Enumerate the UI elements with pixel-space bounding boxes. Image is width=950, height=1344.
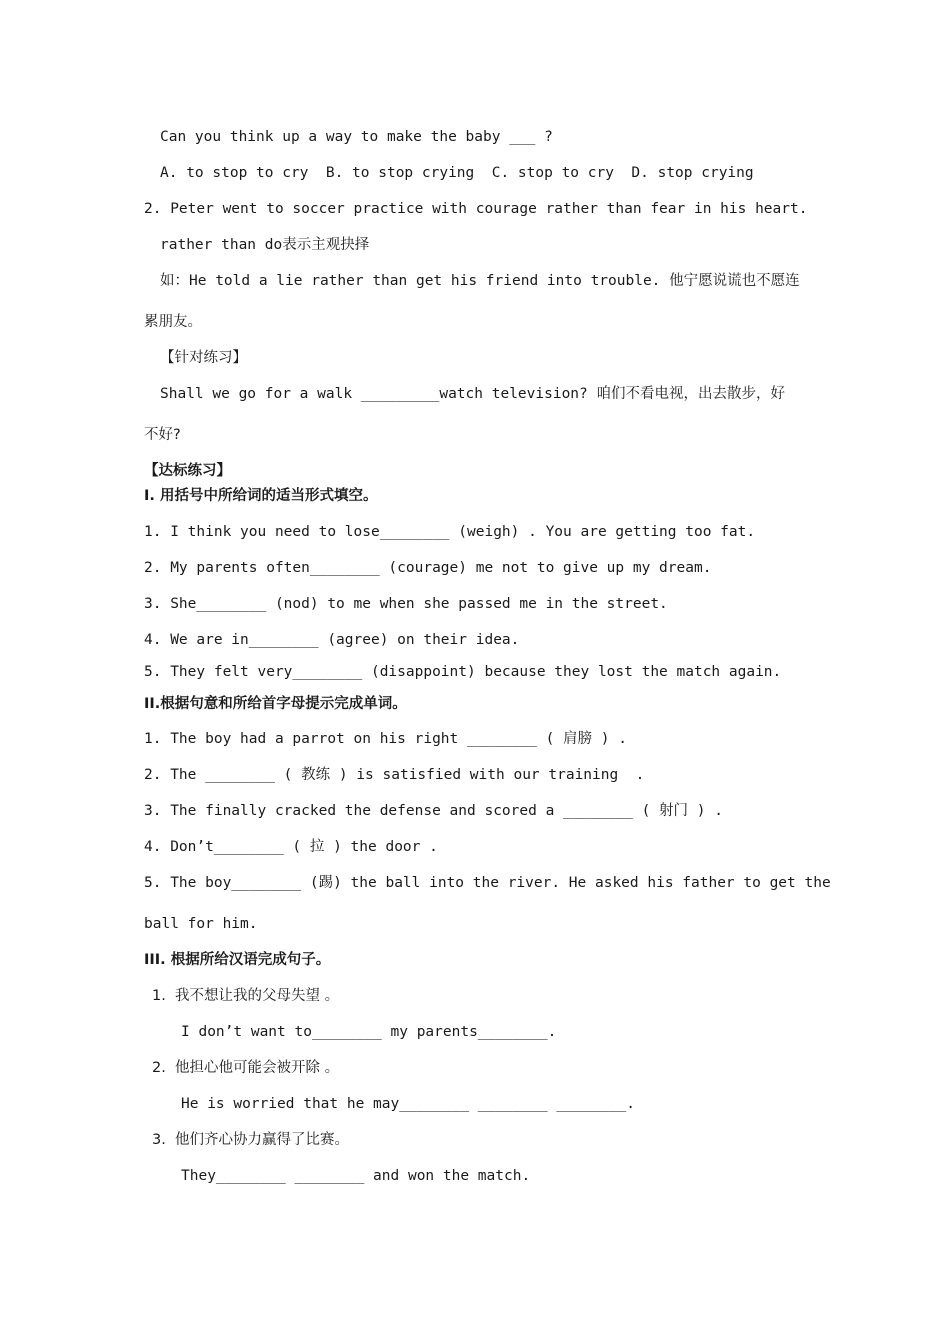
part3-item-cn: 1. 我不想让我的父母失望 。	[152, 988, 340, 1004]
q1-options: A. to stop to cry B. to stop crying C. stop to cry D. stop crying	[160, 165, 754, 181]
part3-item-en: He is worried that he may________ ________ ________.	[181, 1096, 635, 1112]
part3-item-cn: 3. 他们齐心协力赢得了比赛。	[152, 1132, 350, 1148]
q1-sentence: Can you think up a way to make the baby ___ ?	[160, 129, 553, 145]
practice-line2: 不好?	[144, 427, 181, 443]
part3-item-cn: 2. 他担心他可能会被开除 。	[152, 1060, 340, 1076]
part2-item: 5. The boy________ (踢) the ball into the river. He asked his father to get the	[144, 875, 831, 891]
part3-item-en: They________ ________ and won the match.	[181, 1168, 531, 1184]
practice-heading: 【针对练习】	[160, 350, 247, 366]
part1-title: I. 用括号中所给词的适当形式填空。	[144, 488, 378, 504]
part2-item5-cont: ball for him.	[144, 916, 258, 932]
part3-item-en: I don’t want to________ my parents________.	[181, 1024, 557, 1040]
part2-item: 4. Don’t________ ( 拉 ) the door .	[144, 839, 438, 855]
part1-item: 4. We are in________ (agree) on their idea.	[144, 632, 520, 648]
part1-item: 3. She________ (nod) to me when she passed me in the street.	[144, 596, 668, 612]
part2-item: 1. The boy had a parrot on his right ________ ( 肩膀 ) .	[144, 731, 627, 747]
part1-item: 2. My parents often________ (courage) me not to give up my dream.	[144, 560, 712, 576]
section-heading: 【达标练习】	[144, 463, 231, 479]
point2-rule: rather than do表示主观抉择	[160, 237, 370, 253]
point2-title: 2. Peter went to soccer practice with courage rather than fear in his heart.	[144, 201, 808, 217]
part2-title: II.根据句意和所给首字母提示完成单词。	[144, 696, 407, 712]
part1-item: 1. I think you need to lose________ (weigh) . You are getting too fat.	[144, 524, 756, 540]
point2-example-line2: 累朋友。	[144, 314, 202, 330]
part1-item: 5. They felt very________ (disappoint) because they lost the match again.	[144, 664, 782, 680]
part3-title: III. 根据所给汉语完成句子。	[144, 952, 331, 968]
practice-line1: Shall we go for a walk _________watch television? 咱们不看电视，出去散步，好	[160, 386, 785, 402]
part2-item: 2. The ________ ( 教练 ) is satisfied with our training .	[144, 767, 645, 783]
point2-example-line1: 如：He told a lie rather than get his friend into trouble. 他宁愿说谎也不愿连	[160, 273, 800, 289]
part2-item: 3. The finally cracked the defense and scored a ________ ( 射门 ) .	[144, 803, 723, 819]
